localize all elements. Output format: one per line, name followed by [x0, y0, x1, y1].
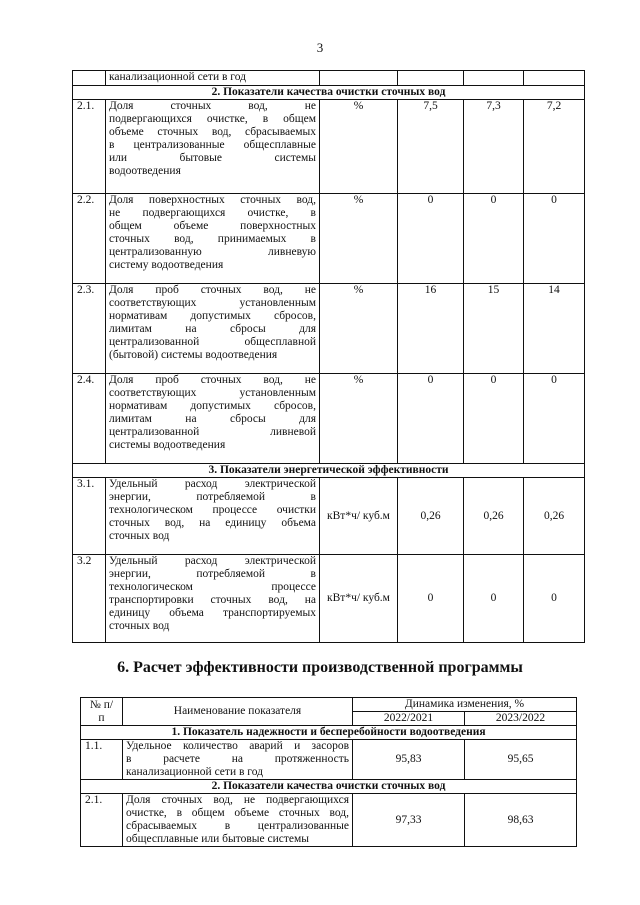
value-cell: 98,63	[465, 794, 577, 847]
header-row	[81, 698, 577, 712]
section-title: 3. Показатели энергетической эффективности	[73, 464, 585, 478]
page-number: 3	[316, 40, 324, 55]
efficiency-table	[80, 697, 577, 847]
value-cell: 0	[398, 194, 464, 284]
description-line: лимитам на сбросы для	[109, 323, 316, 335]
section-title: 2. Показатели качества очистки сточных вод	[73, 86, 585, 100]
value-cell: 0	[464, 555, 524, 643]
section-title: 1. Показатель надежности и бесперебойности водоотведения	[81, 726, 577, 740]
description-line: Удельный расход электрической	[109, 478, 316, 490]
table-row	[73, 194, 585, 284]
indicators-table	[72, 70, 585, 643]
value-cell: 14	[524, 284, 585, 374]
description-line: нормативам допустимых сбросов,	[109, 310, 316, 322]
value-cell: 0	[524, 374, 585, 464]
value-cell: 0	[524, 555, 585, 643]
row-description	[106, 374, 320, 464]
section-row	[73, 464, 585, 478]
row-description	[123, 794, 353, 847]
description-line: технологическом процессе	[109, 581, 316, 593]
description-line: сточных вод	[109, 620, 170, 632]
section-heading: 6. Расчет эффективности производственной программы	[117, 659, 523, 676]
row-number: 2.1.	[81, 794, 123, 847]
description-line: технологическом процессе очистки	[109, 504, 316, 516]
unit-cell: %	[320, 194, 398, 284]
row-description	[106, 194, 320, 284]
description-line: не подвергающихся очистке, в	[109, 207, 316, 219]
description-line: централизованной общесплавной	[109, 336, 316, 348]
description-line: или бытовые системы	[109, 152, 316, 164]
description-line: очистке, в общем объеме сточных вод,	[126, 807, 349, 819]
unit-cell: кВт*ч/ куб.м	[320, 555, 398, 643]
description-line: сбрасываемых в централизованные	[126, 820, 349, 832]
description-line: объеме сточных вод, сбрасываемых	[109, 126, 316, 138]
value-cell: 95,83	[353, 740, 465, 780]
unit-cell: %	[320, 374, 398, 464]
description-line: Доля проб сточных вод, не	[109, 284, 316, 296]
table-row	[73, 284, 585, 374]
description-line: подвергающихся очистке, в общем	[109, 113, 316, 125]
column-header-dynamics: Динамика изменения, %	[353, 698, 577, 712]
row-number: 2.2.	[73, 194, 106, 284]
description-line: сточных вод	[109, 530, 170, 542]
description-line: Доля сточных вод, не подвергающихся	[126, 794, 349, 806]
column-header-num: № п/п	[81, 698, 123, 726]
description-line: соответствующих установленным	[109, 297, 316, 309]
table-row	[73, 555, 585, 643]
value-cell: 97,33	[353, 794, 465, 847]
unit-cell: кВт*ч/ куб.м	[320, 478, 398, 555]
description-line: лимитам на сбросы для	[109, 413, 316, 425]
description-line: Доля поверхностных сточных вод,	[109, 194, 316, 206]
description-line: в расчете на протяженность	[126, 753, 349, 765]
row-number: 3.1.	[73, 478, 106, 555]
column-header-year2: 2023/2022	[465, 712, 577, 726]
value-cell: 0	[398, 374, 464, 464]
description-line: Доля сточных вод, не	[109, 100, 316, 112]
description-line: сточных вод, принимаемых в	[109, 233, 316, 245]
value-cell: 0	[398, 555, 464, 643]
row-description	[106, 555, 320, 643]
description-line: общесплавные или бытовые системы	[126, 833, 309, 845]
unit-cell: %	[320, 284, 398, 374]
description-line: Доля проб сточных вод, не	[109, 374, 316, 386]
description-line: централизованную ливневую	[109, 246, 316, 258]
row-description	[106, 478, 320, 555]
value-cell: 15	[464, 284, 524, 374]
description-line: системы водоотведения	[109, 439, 226, 451]
value-cell: 0	[464, 194, 524, 284]
description-line: единицу объема транспортируемых	[109, 607, 316, 619]
row-description	[123, 740, 353, 780]
description-line: энергии, потребляемой в	[109, 568, 316, 580]
row-description	[106, 284, 320, 374]
value-cell: 95,65	[465, 740, 577, 780]
description-line: транспортировки сточных вод, на	[109, 594, 316, 606]
description-line: централизованной ливневой	[109, 426, 316, 438]
value-cell: 0	[464, 374, 524, 464]
value-cell: 7,3	[464, 100, 524, 194]
value-cell: 0	[524, 194, 585, 284]
row-number: 2.4.	[73, 374, 106, 464]
value-cell: 7,5	[398, 100, 464, 194]
description-line: в централизованные общесплавные	[109, 139, 316, 151]
description-line: общем объеме поверхностных	[109, 220, 316, 232]
row-number: 2.3.	[73, 284, 106, 374]
table-row	[73, 71, 585, 86]
table-row	[81, 794, 577, 847]
table-row	[73, 100, 585, 194]
table-row	[73, 478, 585, 555]
description-line: соответствующих установленным	[109, 387, 316, 399]
description-line: водоотведения	[109, 165, 181, 177]
description-line: (бытовой) системы водоотведения	[109, 349, 278, 361]
value-cell: 16	[398, 284, 464, 374]
section-row	[81, 726, 577, 740]
value-cell: 7,2	[524, 100, 585, 194]
section-title: 2. Показатели качества очистки сточных вод	[81, 780, 577, 794]
description-line: сточных вод, на единицу объема	[109, 517, 316, 529]
row-description	[106, 100, 320, 194]
description-line: Удельный расход электрической	[109, 555, 316, 567]
column-header-year1: 2022/2021	[353, 712, 465, 726]
value-cell: 0,26	[398, 478, 464, 555]
description-line: систему водоотведения	[109, 259, 224, 271]
section-row	[81, 780, 577, 794]
unit-cell: %	[320, 100, 398, 194]
row-number: 1.1.	[81, 740, 123, 780]
table-row	[81, 740, 577, 780]
row-number: 3.2	[73, 555, 106, 643]
row-number: 2.1.	[73, 100, 106, 194]
description-line: канализационной сети в год	[126, 766, 263, 778]
description-line: Удельное количество аварий и засоров	[126, 740, 349, 752]
section-row	[73, 86, 585, 100]
description-line: энергии, потребляемой в	[109, 491, 316, 503]
value-cell: 0,26	[524, 478, 585, 555]
row-description: канализационной сети в год	[106, 71, 320, 86]
table-row	[73, 374, 585, 464]
column-header-name: Наименование показателя	[123, 698, 353, 726]
value-cell: 0,26	[464, 478, 524, 555]
description-line: нормативам допустимых сбросов,	[109, 400, 316, 412]
